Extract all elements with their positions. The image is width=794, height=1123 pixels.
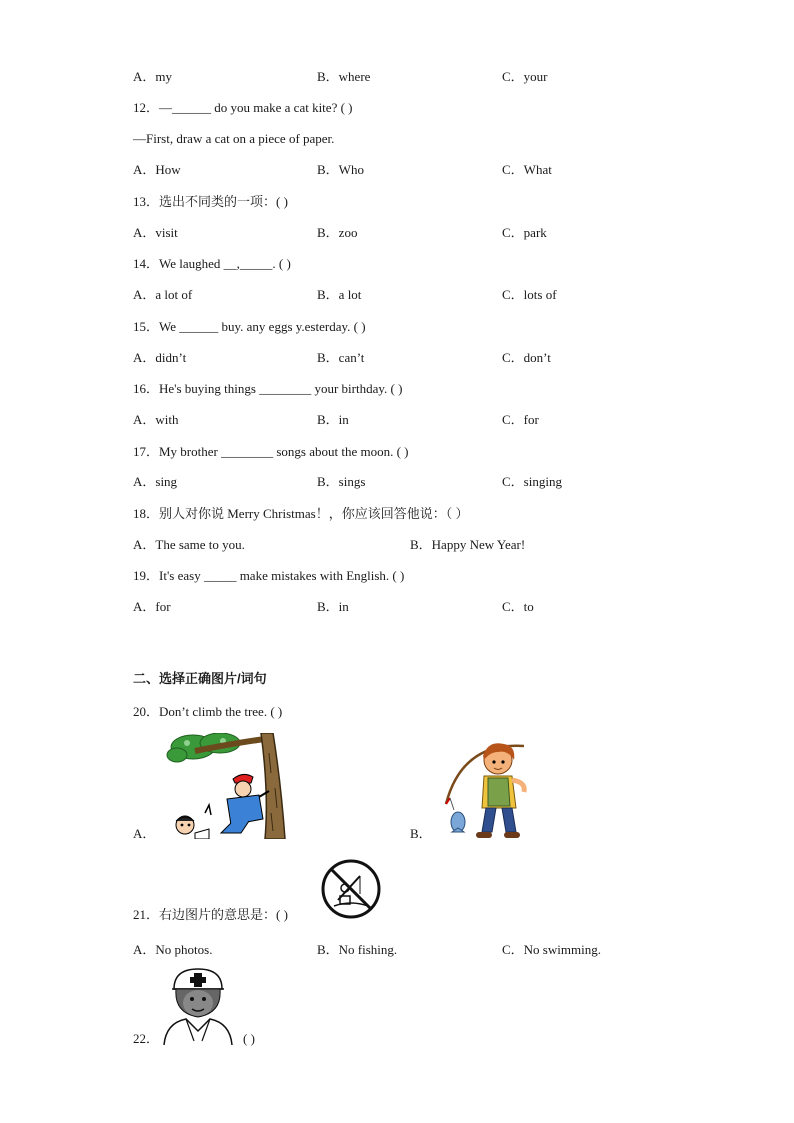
q11-option-a: A．my: [133, 69, 173, 84]
q15-option-a: A．didn’t: [133, 350, 187, 365]
q19-stem: 19．It's easy _____ make mistakes with English. ( ): [133, 568, 405, 583]
q13-stem: 13．选出不同类的一项：( ): [133, 194, 288, 209]
q15-option-c: C．don’t: [502, 350, 551, 365]
q12-option-b: B．Who: [317, 162, 364, 177]
q15-option-b: B．can’t: [317, 350, 365, 365]
q21-option-c: C．No swimming.: [502, 942, 601, 957]
q17-stem: 17．My brother ________ songs about the moon. ( ): [133, 444, 409, 459]
q22-answer-paren: ( ): [243, 1031, 255, 1046]
q14-option-b: B．a lot: [317, 287, 362, 302]
climbing-tree-picture: [165, 733, 287, 839]
q19-option-c: C．to: [502, 599, 534, 614]
q16-stem: 16．He's buying things ________ your birthday. ( ): [133, 381, 403, 396]
q21-option-b: B．No fishing.: [317, 942, 398, 957]
q14-option-a: A．a lot of: [133, 287, 193, 302]
q20-option-a: A．: [133, 826, 156, 841]
q16-option-a: A．with: [133, 412, 179, 427]
q18-option-a: A．The same to you.: [133, 537, 245, 552]
q12-stem: 12．—______ do you make a cat kite? ( ): [133, 100, 353, 115]
q21-option-a: A．No photos.: [133, 942, 213, 957]
section-heading: 二、选择正确图片/词句: [133, 671, 267, 686]
q14-option-c: C．lots of: [502, 287, 557, 302]
q11-option-b: B．where: [317, 69, 371, 84]
q13-option-a: A．visit: [133, 225, 178, 240]
q22-number: 22．: [133, 1031, 160, 1046]
q13-option-c: C．park: [502, 225, 547, 240]
q16-option-b: B．in: [317, 412, 349, 427]
q13-option-b: B．zoo: [317, 225, 358, 240]
no-fishing-sign-icon: [320, 858, 382, 920]
q14-stem: 14．We laughed __,_____. ( ): [133, 256, 291, 271]
q12-option-c: C．What: [502, 162, 552, 177]
q11-option-c: C．your: [502, 69, 548, 84]
q17-option-b: B．sings: [317, 474, 366, 489]
q12-answer: —First, draw a cat on a piece of paper.: [133, 131, 335, 146]
q18-option-b: B．Happy New Year!: [410, 537, 526, 552]
q19-option-a: A．for: [133, 599, 171, 614]
q18-stem: 18．别人对你说 Merry Christmas！，你应该回答他说：（ ）: [133, 506, 469, 521]
q20-stem: 20．Don’t climb the tree. ( ): [133, 704, 283, 719]
q12-option-a: A．How: [133, 162, 181, 177]
q17-option-c: C．singing: [502, 474, 562, 489]
q19-option-b: B．in: [317, 599, 349, 614]
doctor-picture: [160, 967, 236, 1045]
q17-option-a: A．sing: [133, 474, 178, 489]
q15-stem: 15．We ______ buy. any eggs y.esterday. ( ): [133, 319, 366, 334]
q20-option-b: B．: [410, 826, 432, 841]
q16-option-c: C．for: [502, 412, 539, 427]
q21-stem: 21．右边图片的意思是：( ): [133, 907, 288, 922]
fishing-boy-picture: [432, 738, 544, 842]
